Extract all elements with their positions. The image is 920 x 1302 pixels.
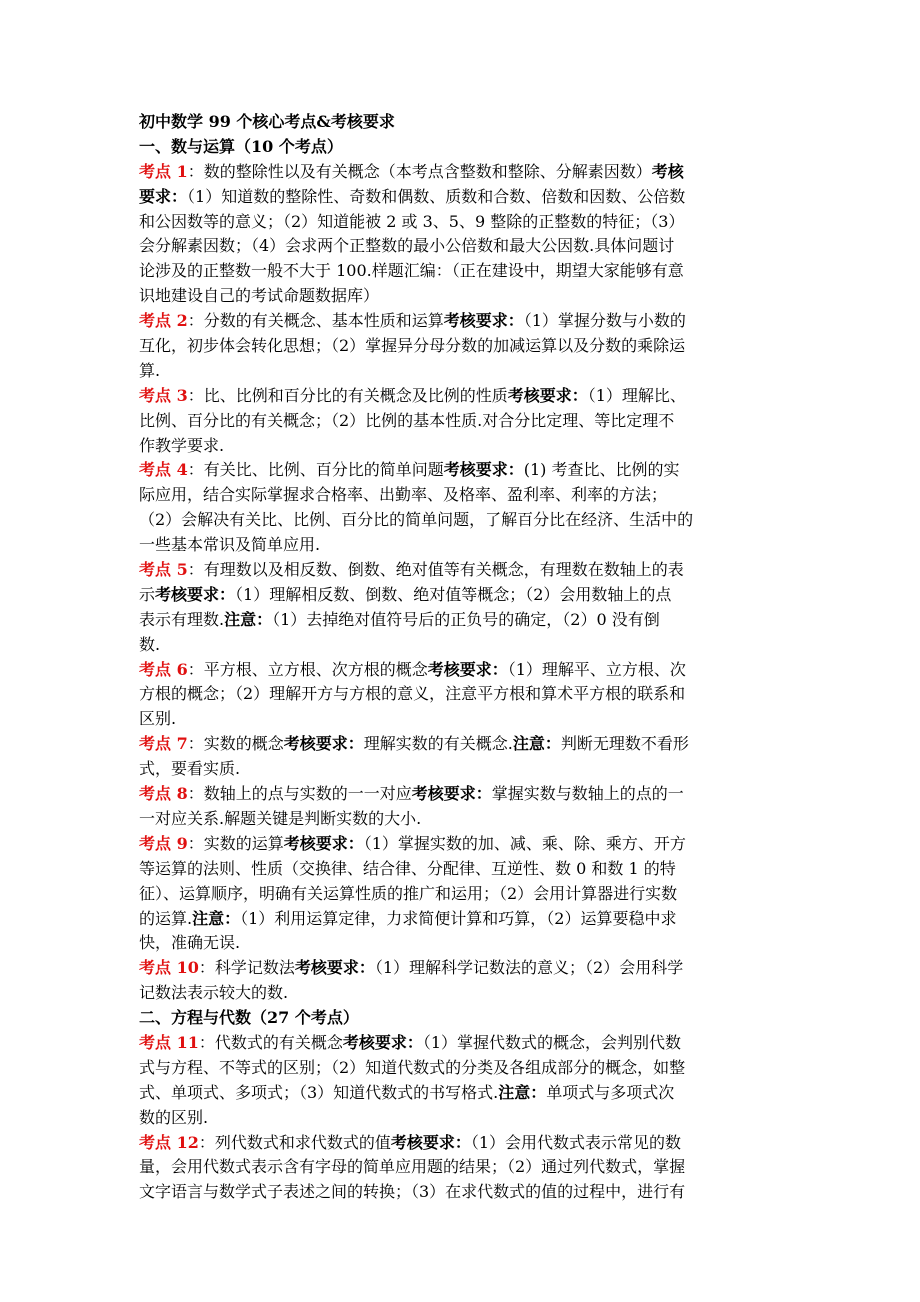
body-text: ：分数的有关概念、基本性质和运算 <box>187 311 444 331</box>
body-text: 论涉及的正整数一般不大于 100.样题汇编：（正在建设中，期望大家能够有意 <box>139 261 684 281</box>
text-line <box>139 558 787 583</box>
body-text: 式与方程、不等式的区别；（2）知道代数式的分类及各组成部分的概念，如整 <box>139 1057 686 1077</box>
point-label: 考点 4 <box>139 460 188 480</box>
text-line <box>139 359 787 384</box>
text-line <box>139 234 787 259</box>
point-label: 考点 3 <box>139 385 188 405</box>
bold-text: 二、方程与代数（27 个考点） <box>139 1008 359 1028</box>
text-line <box>139 1106 787 1131</box>
text-line <box>139 508 787 533</box>
body-text: （1）掌握代数式的概念，会判别代数 <box>422 1032 682 1052</box>
text-line <box>139 110 787 135</box>
point-label: 考点 7 <box>139 734 188 754</box>
body-text: ：实数的运算 <box>187 833 284 853</box>
bold-text: 注意： <box>192 908 241 928</box>
text-line <box>139 1155 787 1180</box>
text-line <box>139 931 787 956</box>
body-text: ：比、比例和百分比的有关概念及比例的性质 <box>187 385 508 405</box>
text-line <box>139 1031 787 1056</box>
document-body <box>139 110 787 1205</box>
body-text: （1）理解比、 <box>587 385 686 405</box>
bold-text: 要求： <box>139 186 188 206</box>
bold-text: 注意： <box>498 1082 547 1102</box>
body-text: 量，会用代数式表示含有字母的简单应用题的结果；（2）通过列代数式，掌握 <box>139 1157 686 1177</box>
body-text: 征）、运算顺序，明确有关运算性质的推广和运用；（2）会用计算器进行实数 <box>139 883 678 903</box>
body-text: 数的区别. <box>139 1107 209 1127</box>
body-text: 一对应关系.解题关键是判断实数的大小. <box>139 808 422 828</box>
text-line <box>139 384 787 409</box>
bold-text: 考核要求： <box>443 460 524 480</box>
bold-text: 考核要求： <box>283 734 364 754</box>
text-line <box>139 458 787 483</box>
body-text: (1) 考查比、比例的实 <box>523 460 680 480</box>
text-line <box>139 981 787 1006</box>
body-text: （1）去掉绝对值符号后的正负号的确定，（2）0 没有倒 <box>272 609 660 629</box>
text-line <box>139 782 787 807</box>
body-text: ：数的整除性以及有关概念（本考点含整数和整除、分解素因数） <box>187 161 652 181</box>
text-line <box>139 832 787 857</box>
body-text: （1）会用代数式表示常见的数 <box>470 1132 682 1152</box>
body-text: 互化，初步体会转化思想；（2）掌握异分母分数的加减运算以及分数的乘除运 <box>139 336 686 356</box>
text-line <box>139 434 787 459</box>
bold-text: 一、数与运算（10 个考点） <box>139 136 343 156</box>
bold-text: 考核要求： <box>155 584 236 604</box>
body-text: （1）掌握实数的加、减、乘、除、乘方、开方 <box>363 833 686 853</box>
bold-text: 考核要求： <box>283 833 364 853</box>
body-text: ：科学记数法 <box>198 958 295 978</box>
point-label: 考点 6 <box>139 659 188 679</box>
body-text: 文字语言与数学式子表述之间的转换；（3）在求代数式的值的过程中，进行有 <box>139 1182 686 1202</box>
bold-text: 考核要求： <box>507 385 588 405</box>
text-line <box>139 210 787 235</box>
body-text: ：有理数以及相反数、倒数、绝对值等有关概念，有理数在数轴上的表 <box>187 560 684 580</box>
text-line <box>139 732 787 757</box>
point-label: 考点 10 <box>139 958 199 978</box>
point-label: 考点 5 <box>139 560 188 580</box>
body-text: 作教学要求. <box>139 435 225 455</box>
text-line <box>139 857 787 882</box>
body-text: 际应用，结合实际掌握求合格率、出勤率、及格率、盈利率、利率的方法； <box>139 485 668 505</box>
point-label: 考点 9 <box>139 833 188 853</box>
text-line <box>139 608 787 633</box>
text-line <box>139 259 787 284</box>
text-line <box>139 633 787 658</box>
body-text: （2）会解决有关比、比例、百分比的简单问题，了解百分比在经济、生活中的 <box>139 510 694 530</box>
body-text: ：数轴上的点与实数的一一对应 <box>187 784 412 804</box>
bold-text: 考核要求： <box>390 1132 471 1152</box>
point-label: 考点 12 <box>139 1132 199 1152</box>
text-line <box>139 135 787 160</box>
body-text: 算. <box>139 360 161 380</box>
text-line <box>139 533 787 558</box>
body-text: 记数法表示较大的数. <box>139 983 289 1003</box>
body-text: 式、单项式、多项式；（3）知道代数式的书写格式. <box>139 1082 499 1102</box>
point-label: 考点 1 <box>139 161 188 181</box>
body-text: 的运算. <box>139 908 193 928</box>
bold-text: 考核要求： <box>294 958 375 978</box>
body-text: 等运算的法则、性质（交换律、结合律、分配律、互逆性、数 0 和数 1 的特 <box>139 858 676 878</box>
body-text: 判断无理数不看形 <box>560 734 689 754</box>
body-text: （1）知道数的整除性、奇数和偶数、质数和合数、倍数和因数、公倍数 <box>187 186 686 206</box>
bold-text: 初中数学 99 个核心考点&考核要求 <box>139 112 395 131</box>
body-text: （1）利用运算定律，力求简便计算和巧算，（2）运算要稳中求 <box>240 908 677 928</box>
body-text: 掌握实数与数轴上的点的一 <box>491 784 684 804</box>
body-text: 比例、百分比的有关概念；（2）比例的基本性质.对合分比定理、等比定理不 <box>139 410 675 430</box>
text-line <box>139 409 787 434</box>
body-text: ：列代数式和求代数式的值 <box>198 1132 391 1152</box>
bold-text: 注意： <box>512 734 561 754</box>
body-text: （1）掌握分数与小数的 <box>523 311 686 331</box>
text-line <box>139 309 787 334</box>
body-text: 理解实数的有关概念. <box>363 734 513 754</box>
text-line <box>139 907 787 932</box>
text-line <box>139 1131 787 1156</box>
body-text: （1）理解相反数、倒数、绝对值等概念；（2）会用数轴上的点 <box>235 584 672 604</box>
text-line <box>139 1006 787 1031</box>
point-label: 考点 11 <box>139 1032 199 1052</box>
body-text: ：实数的概念 <box>187 734 284 754</box>
text-line <box>139 807 787 832</box>
point-label: 考点 8 <box>139 784 188 804</box>
text-line <box>139 1180 787 1205</box>
body-text: ：有关比、比例、百分比的简单问题 <box>187 460 444 480</box>
text-line <box>139 1056 787 1081</box>
body-text: 区别. <box>139 709 177 729</box>
text-line <box>139 1081 787 1106</box>
bold-text: 考核要求： <box>411 784 492 804</box>
text-line <box>139 956 787 981</box>
text-line <box>139 185 787 210</box>
text-line <box>139 707 787 732</box>
body-text: 一些基本常识及简单应用. <box>139 535 321 555</box>
body-text: （1）理解平、立方根、次 <box>507 659 686 679</box>
body-text: 示 <box>139 584 156 604</box>
text-line <box>139 583 787 608</box>
body-text: 和公因数等的意义；（2）知道能被 2 或 3、5、9 整除的正整数的特征；（3） <box>139 211 685 231</box>
body-text: 式，要看实质. <box>139 759 241 779</box>
body-text: 表示有理数. <box>139 609 225 629</box>
body-text: ：平方根、立方根、次方根的概念 <box>187 659 428 679</box>
body-text: （1）理解科学记数法的意义；（2）会用科学 <box>374 958 684 978</box>
text-line <box>139 682 787 707</box>
bold-text: 考核 <box>651 161 684 181</box>
text-line <box>139 882 787 907</box>
body-text: 快，准确无误. <box>139 933 241 953</box>
body-text: 会分解素因数；（4）会求两个正整数的最小公倍数和最大公因数.具体问题讨 <box>139 236 675 256</box>
bold-text: 注意： <box>224 609 273 629</box>
text-line <box>139 160 787 185</box>
body-text: ：代数式的有关概念 <box>198 1032 343 1052</box>
body-text: 单项式与多项式次 <box>546 1082 675 1102</box>
bold-text: 考核要求： <box>342 1032 423 1052</box>
point-label: 考点 2 <box>139 311 188 331</box>
text-line <box>139 284 787 309</box>
body-text: 方根的概念；（2）理解开方与方根的意义，注意平方根和算术平方根的联系和 <box>139 684 686 704</box>
body-text: 识地建设自己的考试命题数据库） <box>139 286 380 306</box>
text-line <box>139 658 787 683</box>
bold-text: 考核要求： <box>443 311 524 331</box>
text-line <box>139 483 787 508</box>
body-text: 数. <box>139 634 161 654</box>
text-line <box>139 334 787 359</box>
text-line <box>139 757 787 782</box>
bold-text: 考核要求： <box>427 659 508 679</box>
